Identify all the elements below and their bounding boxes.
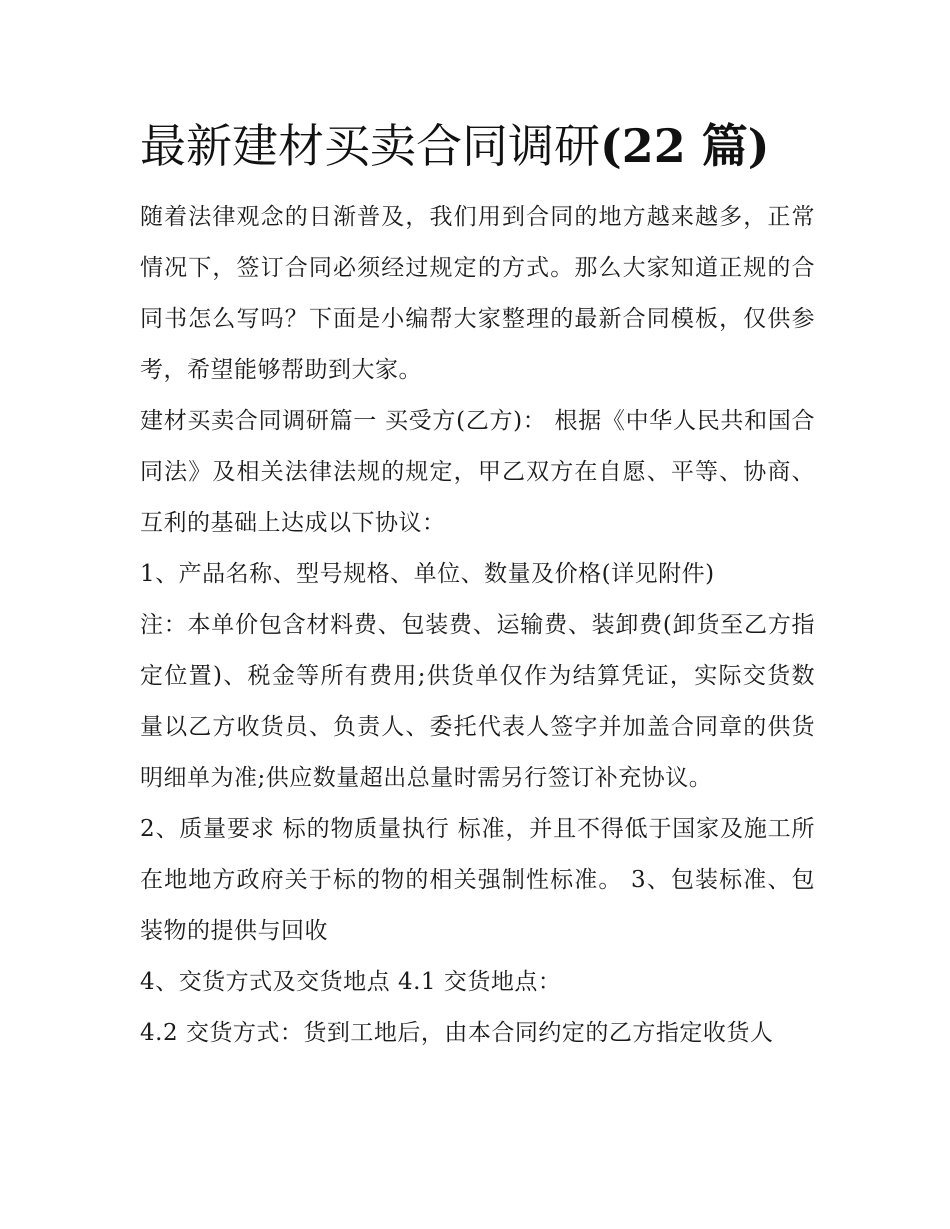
intro-paragraph: 随着法律观念的日渐普及，我们用到合同的地方越来越多，正常情况下，签订合同必须经过规定的方式。那么大家知道正规的合同书怎么写吗？下面是小编帮大家整理的最新合同模板，仅供参考，希望能够帮助到大家。 <box>140 204 815 383</box>
document-body <box>140 112 815 1059</box>
clause-1: 1、产品名称、型号规格、单位、数量及价格(详见附件) <box>140 561 715 587</box>
title-count: (22 篇) <box>600 119 770 173</box>
contract-preamble: 建材买卖合同调研篇一 买受方(乙方)： 根据《中华人民共和国合同法》及相关法律法规的规定，甲乙双方在自愿、平等、协商、互利的基础上达成以下协议： <box>140 408 815 536</box>
clause-4-2: 4.2 交货方式：货到工地后，由本合同约定的乙方指定收货人 <box>140 1020 774 1046</box>
clause-4-1: 4、交货方式及交货地点 4.1 交货地点： <box>140 969 562 995</box>
document-title <box>140 112 815 180</box>
clause-2-3: 2、质量要求 标的物质量执行 标准，并且不得低于国家及施工所在地地方政府关于标的物的相关强制性标准。 3、包装标准、包装物的提供与回收 <box>140 816 815 944</box>
clause-1-note: 注：本单价包含材料费、包装费、运输费、装卸费(卸货至乙方指定位置)、税金等所有费用;供货单仅作为结算凭证，实际交货数量以乙方收货员、负责人、委托代表人签字并加盖合同章的供货明细单为准;供应数量超出总量时需另行签订补充协议。 <box>140 612 815 791</box>
title-main: 最新建材买卖合同调研 <box>140 119 600 173</box>
